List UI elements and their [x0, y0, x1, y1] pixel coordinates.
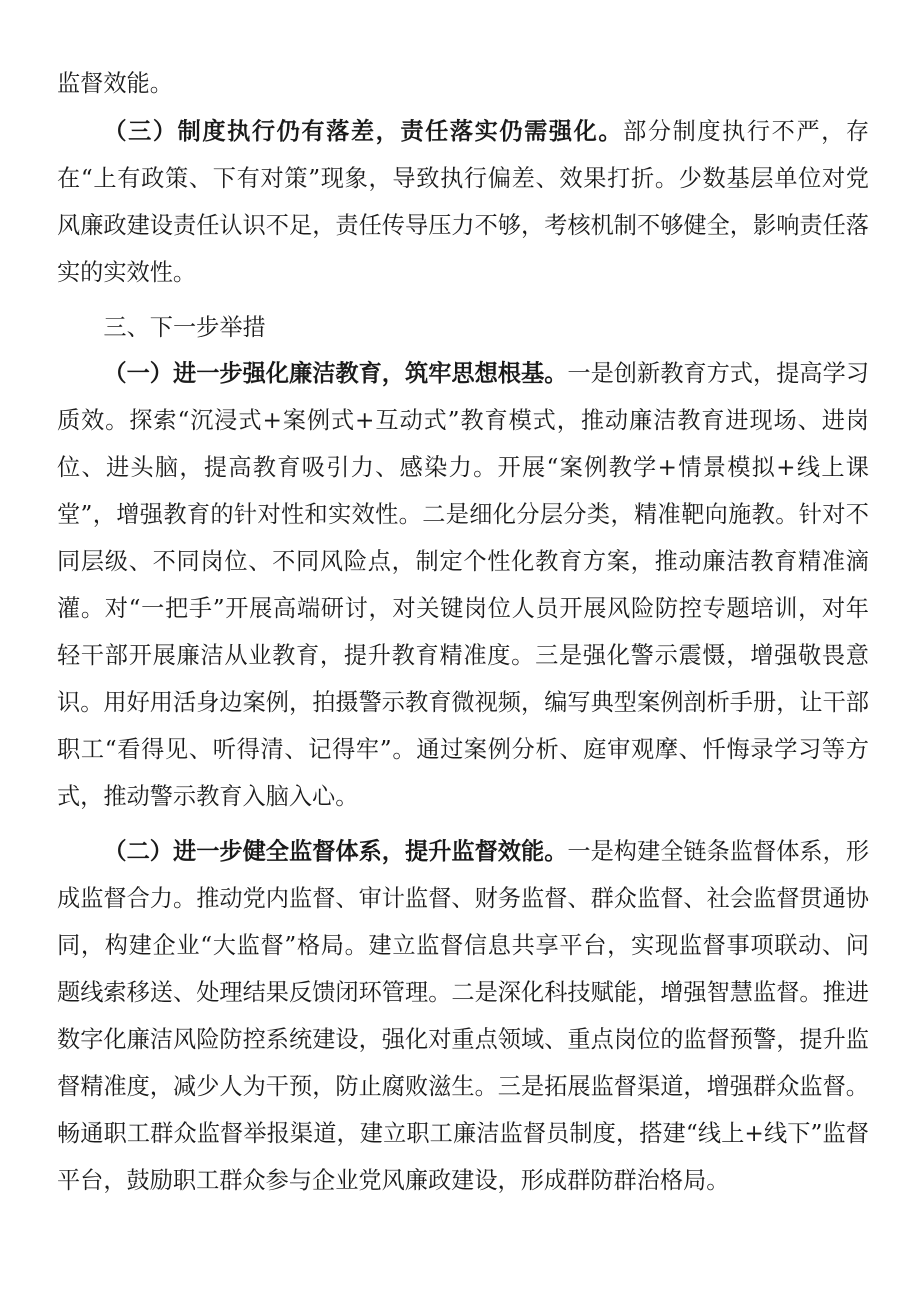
paragraph-heading: （三）制度执行仍有落差，责任落实仍需强化。 — [103, 118, 624, 145]
paragraph-continuation: 监督效能。 — [57, 70, 173, 97]
paragraph-body: 一是创新教育方式，提高学习质效。探索“沉浸式+案例式+互动式”教育模式，推动廉洁教育进现场、进岗位、进头脑，提高教育吸引力、感染力。开展“案例教学+情景模拟+线上课堂”，增强教育的针对性和实效性。二是细化分层分类，精准靶向施教。针对不同层级、不同岗位、不同风险点，制定个性化教育方案，推动廉洁教育精准滴灌。对“一把手”开展高端研讨，对关键岗位人员开展风险防控专题培训，对年轻干部开展廉洁从业教育，提升教育精准度。三是强化警示震慑，增强敬畏意识。用好用活身边案例，拍摄警示教育微视频，编写典型案例剖析手册，让干部职工“看得见、听得清、记得牢”。通过案例分析、庭审观摩、忏悔录学习等方式，推动警示教育入脑入心。 — [57, 360, 870, 810]
paragraph-measure-1 — [57, 350, 869, 820]
paragraph-heading: （二）进一步健全监督体系，提升监督效能。 — [103, 838, 568, 865]
paragraph-heading: （一）进一步强化廉洁教育，筑牢思想根基。 — [103, 360, 568, 387]
paragraph-body: 部分制度执行不严，存在“上有政策、下有对策”现象，导致执行偏差、效果打折。少数基层单位对党风廉政建设责任认识不足，责任传导压力不够，考核机制不够健全，影响责任落实的实效性。 — [57, 118, 870, 286]
paragraph-problem-3 — [57, 108, 869, 296]
section-title: 三、下一步举措 — [103, 314, 266, 341]
paragraph-body: 一是构建全链条监督体系，形成监督合力。推动党内监督、审计监督、财务监督、群众监督、社会监督贯通协同，构建企业“大监督”格局。建立监督信息共享平台，实现监督事项联动、问题线索移送、处理结果反馈闭环管理。二是深化科技赋能，增强智慧监督。推进数字化廉洁风险防控系统建设，强化对重点领域、重点岗位的监督预警，提升监督精准度，减少人为干预，防止腐败滋生。三是拓展监督渠道，增强群众监督。畅通职工群众监督举报渠道，建立职工廉洁监督员制度，搭建“线上+线下”监督平台，鼓励职工群众参与企业党风廉政建设，形成群防群治格局。 — [57, 838, 870, 1194]
paragraph-measure-2 — [57, 828, 869, 1204]
